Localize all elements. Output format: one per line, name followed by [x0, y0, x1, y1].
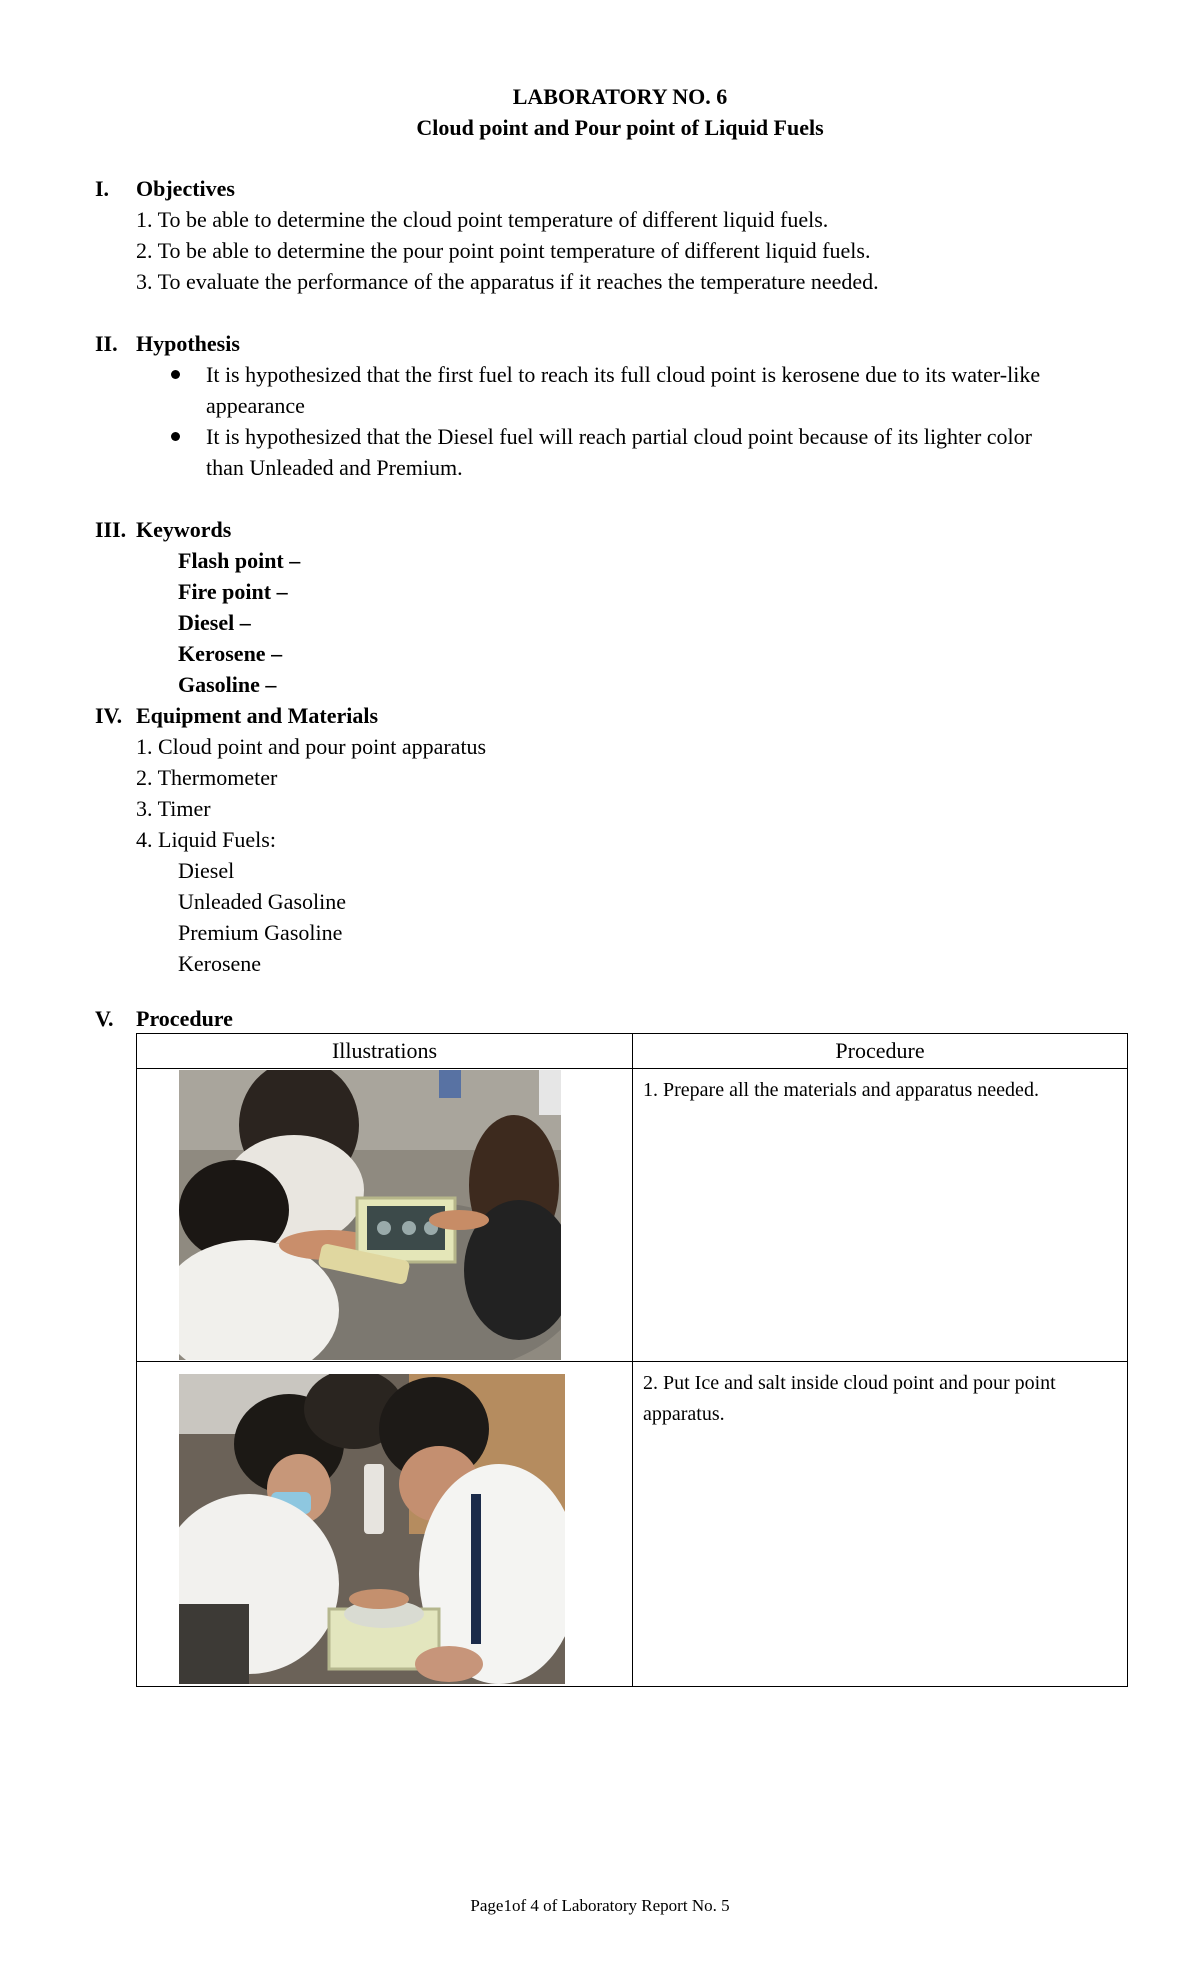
procedure-table — [136, 1033, 1128, 1687]
column-header-illustrations: Illustrations — [137, 1034, 633, 1069]
illustration-cell — [137, 1069, 633, 1362]
keyword-item: Diesel – — [178, 610, 251, 635]
step-2-photo — [179, 1374, 565, 1684]
section-numeral-equipment: IV. — [95, 703, 123, 728]
bullet-icon — [171, 432, 180, 441]
section-numeral-hypothesis: II. — [95, 331, 118, 356]
fuel-item: Kerosene — [178, 951, 262, 976]
procedure-step-text: 2. Put Ice and salt inside cloud point and pour point apparatus. — [643, 1372, 1056, 1425]
section-heading-objectives: Objectives — [136, 176, 235, 201]
keyword-item: Fire point – — [178, 579, 288, 604]
section-heading-hypothesis: Hypothesis — [136, 331, 240, 356]
hypothesis-item: It is hypothesized that the Diesel fuel will reach partial cloud point because of its lighter color — [206, 424, 1032, 449]
section-numeral-objectives: I. — [95, 176, 110, 201]
hypothesis-item-continuation: than Unleaded and Premium. — [206, 455, 463, 480]
table-row — [137, 1069, 1128, 1362]
section-heading-equipment: Equipment and Materials — [136, 703, 379, 728]
fuel-item: Premium Gasoline — [178, 920, 343, 945]
hypothesis-item: It is hypothesized that the first fuel to reach its full cloud point is kerosene due to its water-like — [206, 362, 1041, 387]
page-footer: Page1of 4 of Laboratory Report No. 5 — [470, 1896, 730, 1915]
equipment-item: 1. Cloud point and pour point apparatus — [136, 734, 487, 759]
procedure-step-cell — [633, 1362, 1128, 1687]
keyword-item: Gasoline – — [178, 672, 277, 697]
section-numeral-keywords: III. — [95, 517, 127, 542]
procedure-step-cell — [633, 1069, 1128, 1362]
fuel-item: Diesel — [178, 858, 235, 883]
hypothesis-item-continuation: appearance — [206, 393, 305, 418]
objective-item: 3. To evaluate the performance of the apparatus if it reaches the temperature needed. — [136, 269, 879, 294]
keyword-item: Kerosene – — [178, 641, 283, 666]
section-numeral-procedure: V. — [95, 1006, 114, 1031]
section-heading-keywords: Keywords — [136, 517, 232, 542]
section-heading-procedure: Procedure — [136, 1006, 233, 1031]
objective-item: 1. To be able to determine the cloud point temperature of different liquid fuels. — [136, 207, 829, 232]
procedure-step-text: 1. Prepare all the materials and apparatus needed. — [643, 1079, 1039, 1101]
lab-title: LABORATORY NO. 6 — [512, 84, 728, 109]
equipment-item: 4. Liquid Fuels: — [136, 827, 276, 852]
keyword-item: Flash point – — [178, 548, 301, 573]
column-header-procedure: Procedure — [633, 1034, 1128, 1069]
equipment-item: 2. Thermometer — [136, 765, 278, 790]
fuel-item: Unleaded Gasoline — [178, 889, 346, 914]
table-header-row — [137, 1034, 1128, 1069]
lab-subtitle: Cloud point and Pour point of Liquid Fuels — [416, 115, 824, 140]
illustration-cell — [137, 1362, 633, 1687]
objective-item: 2. To be able to determine the pour point point temperature of different liquid fuels. — [136, 238, 871, 263]
bullet-icon — [171, 370, 180, 379]
step-1-photo — [179, 1070, 561, 1360]
table-row — [137, 1362, 1128, 1687]
equipment-item: 3. Timer — [136, 796, 211, 821]
